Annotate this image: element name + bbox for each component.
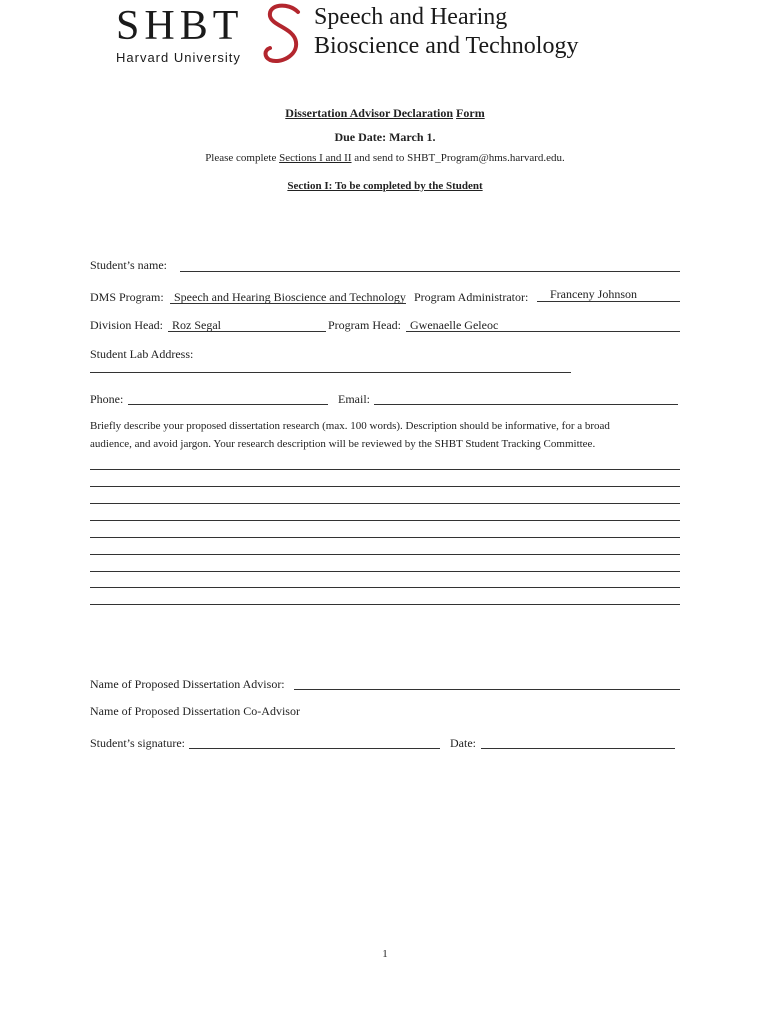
description-line[interactable] xyxy=(90,587,680,588)
description-line[interactable] xyxy=(90,486,680,487)
description-line[interactable] xyxy=(90,503,680,504)
program-admin-label: Program Administrator: xyxy=(414,290,529,304)
page-number: 1 xyxy=(382,948,388,960)
description-line[interactable] xyxy=(90,571,680,572)
dms-program-underline xyxy=(170,303,406,304)
division-head-value[interactable]: Roz Segal xyxy=(172,318,221,332)
signature-label: Student’s signature: xyxy=(90,736,185,750)
logo-line-1: Speech and Hearing xyxy=(314,4,508,30)
due-date: Due Date: March 1. xyxy=(334,130,436,144)
description-line[interactable] xyxy=(90,520,680,521)
logo-university: Harvard University xyxy=(116,50,241,65)
student-name-label: Student’s name: xyxy=(90,258,167,272)
description-line[interactable] xyxy=(90,537,680,538)
division-head-underline xyxy=(168,331,326,332)
program-head-underline xyxy=(406,331,680,332)
dms-program-value[interactable]: Speech and Hearing Bioscience and Technology xyxy=(174,290,406,304)
email-label: Email: xyxy=(338,392,370,406)
lab-address-field[interactable] xyxy=(90,372,571,373)
signature-field[interactable] xyxy=(189,748,440,749)
email-field[interactable] xyxy=(374,404,678,405)
program-head-value[interactable]: Gwenaelle Geleoc xyxy=(410,318,499,332)
dms-program-label: DMS Program: xyxy=(90,290,164,304)
date-label: Date: xyxy=(450,736,476,750)
advisor-field[interactable] xyxy=(294,689,680,690)
form-title xyxy=(0,106,770,121)
sections-link[interactable]: Sections I and II xyxy=(279,152,352,164)
description-line[interactable] xyxy=(90,554,680,555)
program-admin-value[interactable]: Franceny Johnson xyxy=(550,287,637,301)
coadvisor-label: Name of Proposed Dissertation Co-Advisor xyxy=(90,704,300,718)
shbt-logo-text: SHBT xyxy=(116,3,244,49)
date-field[interactable] xyxy=(481,748,675,749)
logo-line-2: Bioscience and Technology xyxy=(314,33,579,59)
form-title-main: Dissertation Advisor Declaration xyxy=(285,106,454,120)
section-1-heading: Section I: To be completed by the Student xyxy=(287,180,483,192)
describe-text-2: audience, and avoid jargon. Your research description will be reviewed by the SHBT Student Tracking Committee. xyxy=(90,438,596,450)
division-head-label: Division Head: xyxy=(90,318,163,332)
form-title-form: Form xyxy=(456,106,485,120)
description-line[interactable] xyxy=(90,604,680,605)
advisor-label: Name of Proposed Dissertation Advisor: xyxy=(90,677,285,691)
program-head-label: Program Head: xyxy=(328,318,401,332)
description-line[interactable] xyxy=(90,469,680,470)
instructions xyxy=(0,152,770,164)
logo-swirl-icon xyxy=(258,2,304,68)
program-admin-underline xyxy=(537,301,680,302)
phone-label: Phone: xyxy=(90,392,124,406)
instructions-post: and send to SHBT_Program@hms.harvard.edu. xyxy=(351,152,565,164)
instructions-pre: Please complete xyxy=(205,152,280,164)
phone-field[interactable] xyxy=(128,404,328,405)
student-name-field[interactable] xyxy=(180,271,680,272)
describe-text-1: Briefly describe your proposed dissertation research (max. 100 words). Description should be informative, for a broad xyxy=(90,420,610,432)
lab-address-label: Student Lab Address: xyxy=(90,347,194,361)
